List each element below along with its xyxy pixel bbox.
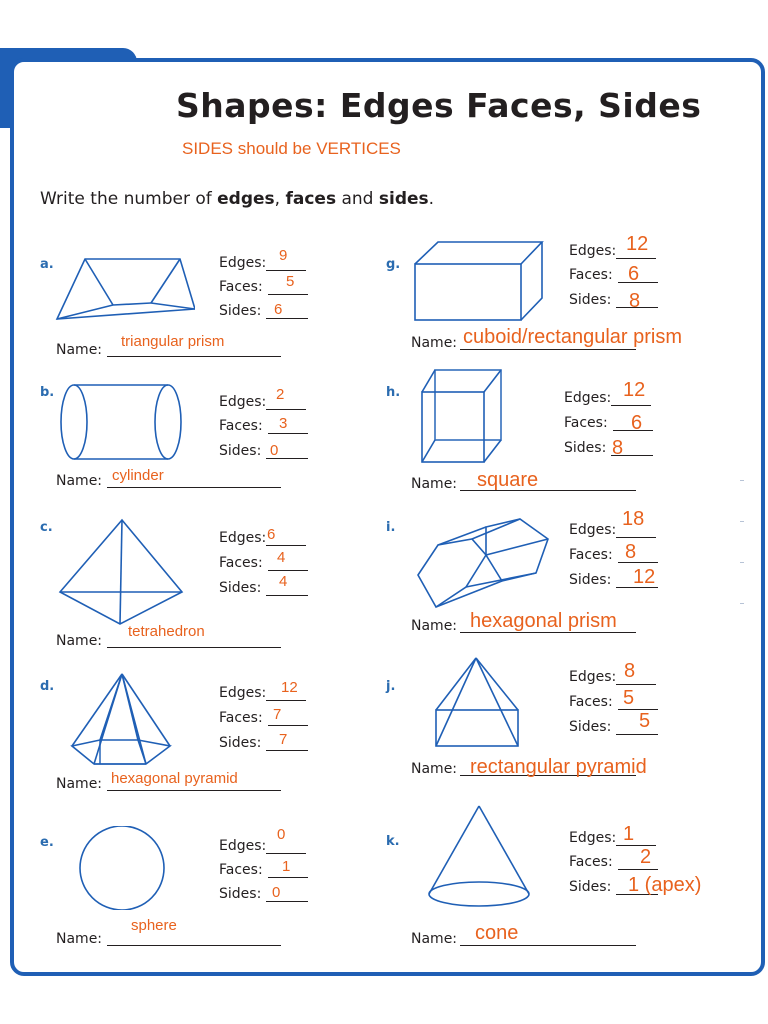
rectangular-pyramid-icon (432, 656, 522, 748)
edges-answer: 12 (281, 679, 298, 696)
faces-blank (618, 562, 658, 563)
name-answer: hexagonal prism (470, 610, 617, 632)
edges-label: Edges: (569, 243, 617, 259)
faces-label: Faces: (569, 547, 613, 563)
correction-note: SIDES should be VERTICES (182, 139, 401, 158)
edges-blank (266, 545, 306, 546)
cuboid-icon (412, 240, 546, 322)
edges-blank (266, 700, 306, 701)
edges-blank (266, 409, 306, 410)
faces-answer: 5 (623, 687, 635, 709)
faces-answer: 1 (282, 858, 291, 875)
faces-label: Faces: (219, 279, 263, 295)
item-letter: i. (386, 520, 396, 535)
instructions-edges: edges (217, 189, 275, 209)
name-label: Name: (56, 342, 103, 358)
sides-blank (616, 734, 658, 735)
faces-answer: 5 (286, 273, 295, 290)
instructions-sides: sides (378, 189, 429, 209)
sides-answer: 0 (272, 884, 281, 901)
sides-blank (266, 595, 308, 596)
edges-label: Edges: (569, 669, 617, 685)
name-answer: triangular prism (121, 333, 225, 350)
sides-answer: 0 (270, 442, 279, 459)
sides-blank (266, 901, 308, 902)
name-label: Name: (411, 618, 458, 634)
sides-blank (266, 750, 308, 751)
sides-label: Sides: (569, 719, 612, 735)
edges-answer: 0 (277, 826, 286, 843)
sides-label: Sides: (219, 580, 262, 596)
edges-label: Edges: (569, 522, 617, 538)
sides-label: Sides: (219, 886, 262, 902)
name-blank (460, 632, 636, 633)
faces-blank (268, 877, 308, 878)
edges-label: Edges: (219, 685, 267, 701)
name-label: Name: (56, 473, 103, 489)
sides-answer: 5 (639, 710, 651, 732)
edges-label: Edges: (219, 838, 267, 854)
sides-blank (266, 318, 308, 319)
faces-label: Faces: (219, 555, 263, 571)
edges-blank (266, 270, 306, 271)
edges-blank (611, 405, 651, 406)
edges-blank (616, 258, 656, 259)
name-blank (107, 487, 281, 488)
edges-label: Edges: (219, 255, 267, 271)
name-answer: hexagonal pyramid (111, 770, 238, 787)
item-letter: b. (40, 385, 55, 400)
name-answer: sphere (131, 917, 177, 934)
sides-answer: 1 (apex) (628, 874, 702, 896)
sides-label: Sides: (219, 443, 262, 459)
cube-icon (419, 368, 505, 464)
faces-label: Faces: (564, 415, 608, 431)
name-label: Name: (411, 476, 458, 492)
faces-answer: 2 (640, 846, 652, 868)
faces-blank (268, 294, 308, 295)
sides-label: Sides: (569, 292, 612, 308)
faces-answer: 6 (628, 263, 640, 285)
name-blank (107, 647, 281, 648)
faces-answer: 3 (279, 415, 288, 432)
name-answer: cone (475, 922, 519, 944)
edges-blank (616, 684, 656, 685)
edges-answer: 12 (626, 233, 649, 255)
faces-answer: 7 (273, 706, 282, 723)
name-answer: square (477, 469, 539, 491)
faces-label: Faces: (219, 418, 263, 434)
page-title: Shapes: Edges Faces, Sides (176, 86, 702, 125)
name-label: Name: (56, 633, 103, 649)
faces-answer: 4 (277, 549, 286, 566)
sides-answer: 12 (633, 566, 656, 588)
cone-icon (425, 804, 533, 908)
name-label: Name: (56, 776, 103, 792)
instructions-sep: , (274, 189, 286, 209)
name-label: Name: (411, 761, 458, 777)
tetrahedron-icon (58, 516, 184, 628)
sides-label: Sides: (219, 735, 262, 751)
item-letter: j. (386, 679, 396, 694)
instructions (40, 189, 434, 209)
sides-label: Sides: (569, 879, 612, 895)
edges-label: Edges: (219, 394, 267, 410)
faces-blank (268, 570, 308, 571)
faces-label: Faces: (569, 854, 613, 870)
sides-answer: 8 (629, 290, 641, 312)
edges-blank (616, 537, 656, 538)
item-letter: h. (386, 385, 401, 400)
name-answer: cylinder (112, 467, 164, 484)
sides-answer: 4 (279, 573, 288, 590)
item-letter: g. (386, 257, 401, 272)
item-letter: d. (40, 679, 55, 694)
item-letter: k. (386, 834, 400, 849)
instructions-end: . (428, 189, 435, 209)
instructions-text: Write the number of (40, 189, 218, 209)
faces-blank (268, 725, 308, 726)
edges-label: Edges: (569, 830, 617, 846)
sides-answer: 6 (274, 301, 283, 318)
sphere-icon (76, 826, 168, 910)
edges-answer: 12 (623, 379, 646, 401)
faces-label: Faces: (569, 267, 613, 283)
faces-answer: 8 (625, 541, 637, 563)
faces-blank (618, 709, 658, 710)
faces-blank (618, 869, 658, 870)
margin-marks (740, 440, 750, 640)
edges-answer: 6 (267, 526, 276, 543)
item-letter: c. (40, 520, 53, 535)
faces-label: Faces: (219, 710, 263, 726)
faces-label: Faces: (569, 694, 613, 710)
sides-answer: 7 (279, 731, 288, 748)
name-label: Name: (411, 335, 458, 351)
name-blank (460, 945, 636, 946)
triangular-prism-icon (55, 253, 195, 333)
edges-answer: 18 (622, 508, 645, 530)
name-label: Name: (56, 931, 103, 947)
name-answer: tetrahedron (128, 623, 205, 640)
edges-label: Edges: (219, 530, 267, 546)
hexagonal-pyramid-icon (66, 670, 176, 770)
instructions-faces: faces (285, 189, 337, 209)
sides-label: Sides: (564, 440, 607, 456)
sides-label: Sides: (569, 572, 612, 588)
item-letter: e. (40, 835, 54, 850)
cylinder-icon (58, 381, 188, 463)
edges-answer: 2 (276, 386, 285, 403)
sides-answer: 8 (612, 437, 624, 459)
hexagonal-prism-icon (416, 515, 552, 611)
edges-answer: 8 (624, 660, 636, 682)
edges-answer: 9 (279, 247, 288, 264)
item-letter: a. (40, 257, 54, 272)
faces-blank (268, 433, 308, 434)
edges-label: Edges: (564, 390, 612, 406)
name-blank (107, 945, 281, 946)
edges-blank (266, 853, 306, 854)
name-blank (107, 790, 281, 791)
edges-answer: 1 (623, 823, 635, 845)
name-label: Name: (411, 931, 458, 947)
faces-label: Faces: (219, 862, 263, 878)
faces-answer: 6 (631, 412, 643, 434)
name-blank (460, 349, 636, 350)
name-answer: cuboid/rectangular prism (463, 326, 682, 348)
sides-label: Sides: (219, 303, 262, 319)
instructions-sep: and (336, 189, 379, 209)
name-answer: rectangular pyramid (470, 756, 647, 778)
name-blank (107, 356, 281, 357)
